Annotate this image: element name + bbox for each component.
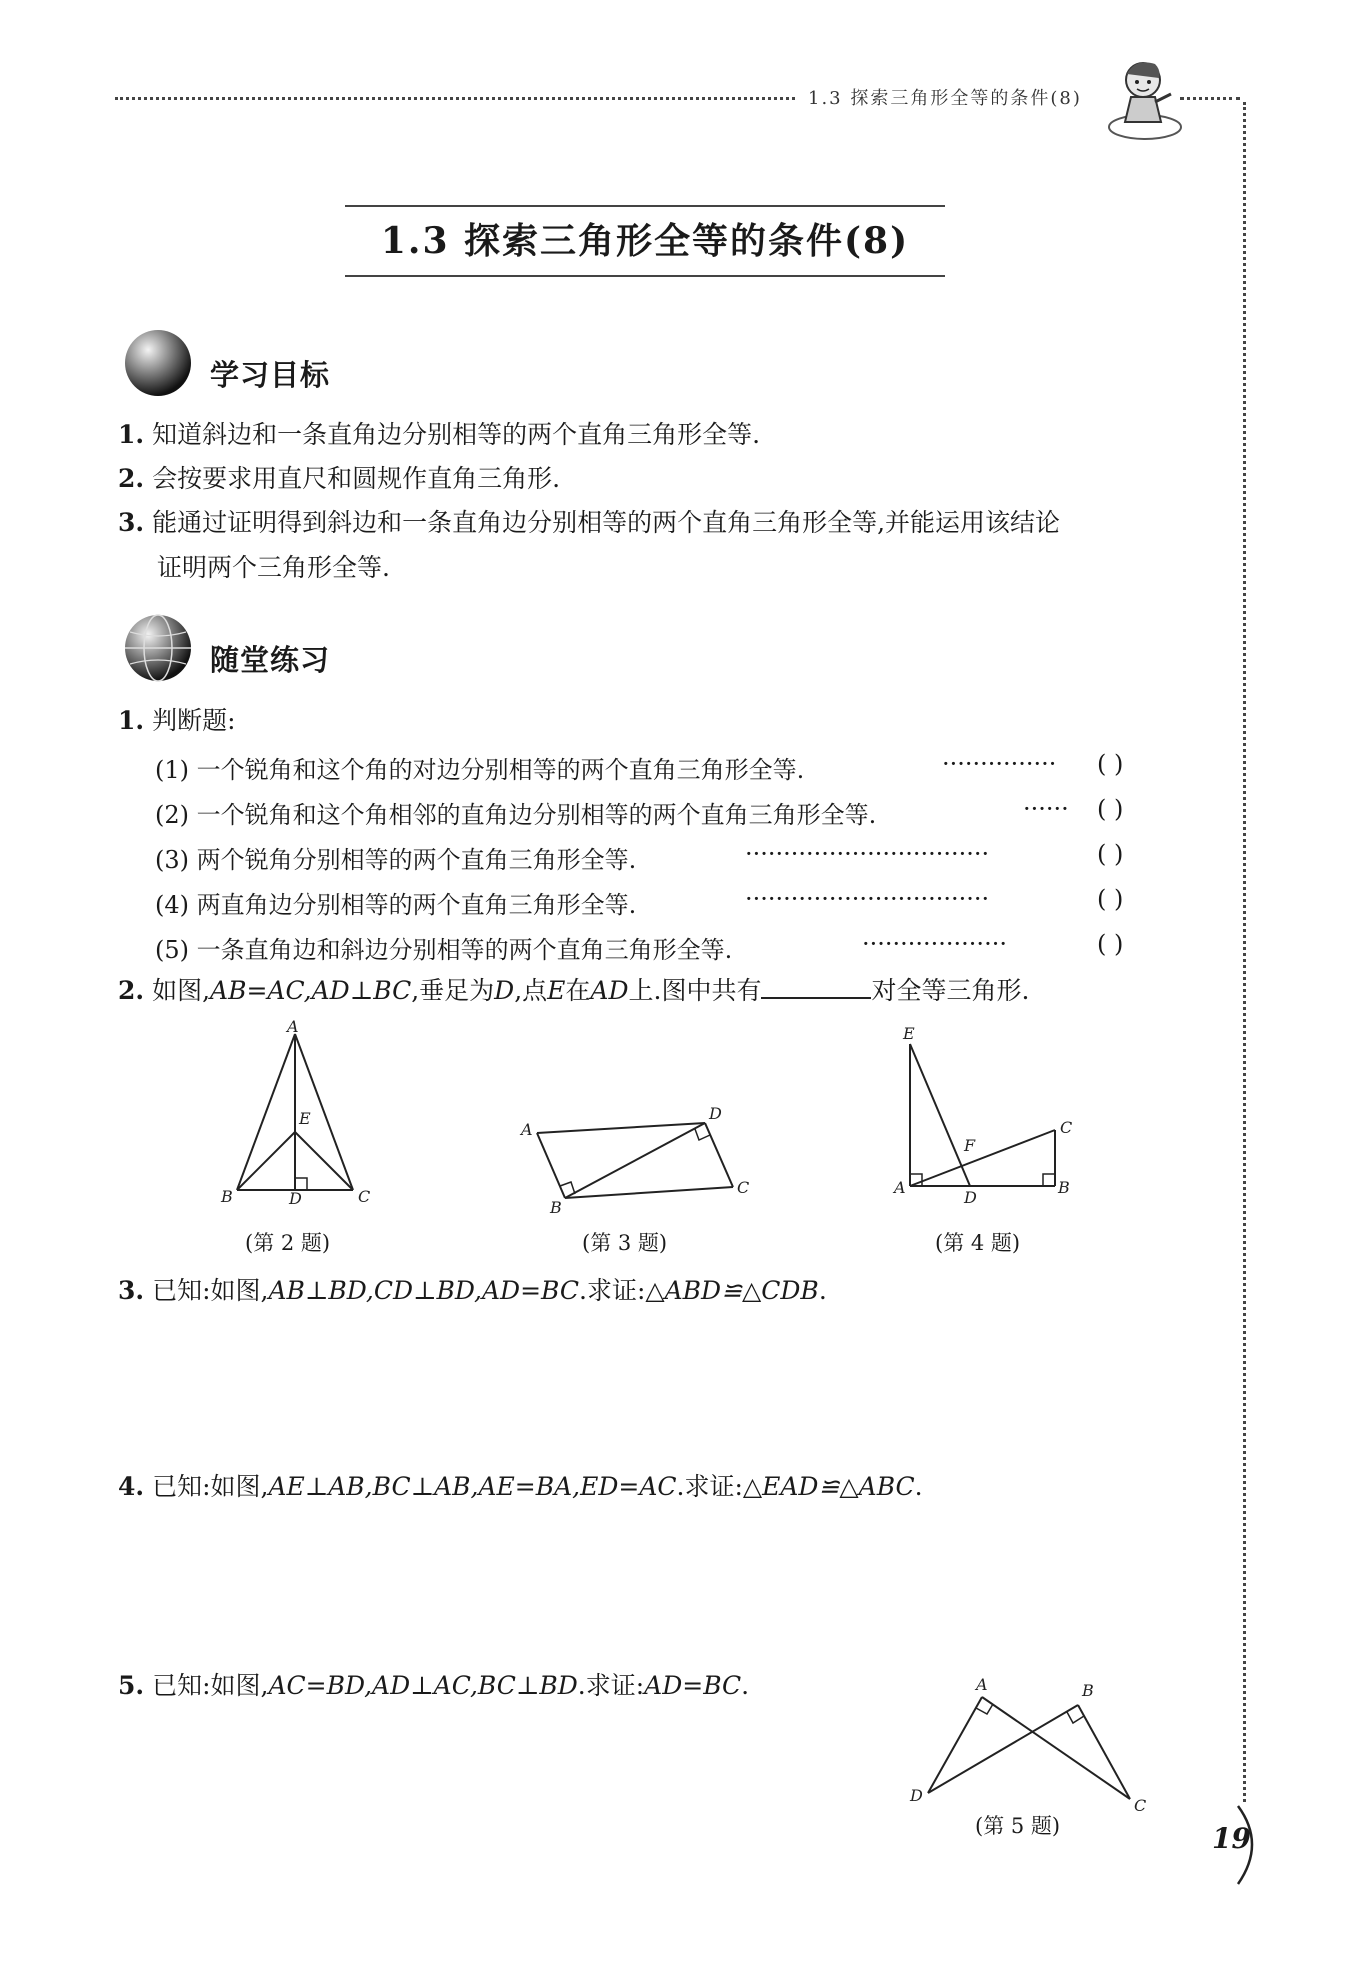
figure-4-caption: (第 4 题) [935,1231,1021,1255]
question-2: 2. 如图,AB=AC,AD⊥BC,垂足为D,点E在AD上.图中共有 对全等三角形. [118,976,1030,1005]
judge-item-text: (4) 两直角边分别相等的两个直角三角形全等. [155,891,637,919]
svg-text:D: D [289,1189,302,1208]
svg-text:E: E [299,1109,311,1128]
page-number: 19 [1212,1822,1251,1855]
svg-text:B: B [550,1198,562,1217]
svg-text:F: F [964,1136,976,1155]
figure-5-caption: (第 5 题) [975,1814,1061,1838]
svg-text:C: C [1060,1118,1073,1137]
objective-item: 3. 能通过证明得到斜边和一条直角边分别相等的两个直角三角形全等,并能运用该结论 [118,508,1061,537]
judge-item-text: (5) 一条直角边和斜边分别相等的两个直角三角形全等. [155,936,733,964]
answer-paren[interactable]: ( ) [1097,930,1124,958]
practice-heading: 随堂练习 [210,643,331,677]
judge-item-text: (1) 一个锐角和这个角的对边分别相等的两个直角三角形全等. [155,756,805,784]
answer-paren[interactable]: ( ) [1097,885,1124,913]
mascot-icon [1105,52,1185,142]
svg-text:C: C [358,1187,371,1206]
judge-item-dots: ································ [745,885,990,913]
question-3: 3. 已知:如图,AB⊥BD,CD⊥BD,AD=BC.求证:△ABD≌△CDB. [118,1276,827,1305]
svg-text:C: C [1134,1796,1147,1815]
figure-5 [900,1675,1160,1815]
header-rule-left [115,97,795,100]
svg-text:E: E [903,1024,915,1043]
page-title: 1.3 探索三角形全等的条件(8) [380,220,910,262]
running-title: 1.3 探索三角形全等的条件(8) [808,88,1082,109]
globe-icon [118,610,198,690]
question-1: 1. 判断题: [118,706,236,735]
answer-paren[interactable]: ( ) [1097,840,1124,868]
svg-text:D: D [964,1188,977,1207]
question-4: 4. 已知:如图,AE⊥AB,BC⊥AB,AE=BA,ED=AC.求证:△EAD≌△ABC. [118,1472,923,1501]
svg-text:B: B [1082,1681,1094,1700]
figure-3-caption: (第 3 题) [582,1231,668,1255]
svg-text:A: A [894,1178,906,1197]
answer-paren[interactable]: ( ) [1097,750,1124,778]
svg-text:A: A [521,1120,533,1139]
svg-text:A: A [976,1675,988,1694]
objective-item: 2. 会按要求用直尺和圆规作直角三角形. [118,464,561,493]
judge-item-text: (2) 一个锐角和这个角相邻的直角边分别相等的两个直角三角形全等. [155,801,877,829]
judge-item-text: (3) 两个锐角分别相等的两个直角三角形全等. [155,846,637,874]
page-edge-rule [1243,102,1246,1802]
answer-blank[interactable] [761,975,871,999]
svg-text:D: D [910,1786,923,1805]
judge-item-dots: ··············· [942,750,1057,778]
sphere-icon [118,325,198,405]
answer-paren[interactable]: ( ) [1097,795,1124,823]
figure-2-caption: (第 2 题) [245,1231,331,1255]
objective-item-continued: 证明两个三角形全等. [157,553,390,582]
svg-text:D: D [709,1104,722,1123]
judge-item-dots: ································ [745,840,990,868]
figure-4 [890,1022,1090,1207]
objective-item: 1. 知道斜边和一条直角边分别相等的两个直角三角形全等. [118,420,761,449]
svg-text:B: B [221,1187,233,1206]
figure-3 [515,1105,755,1215]
figure-2 [215,1017,385,1208]
svg-text:A: A [287,1017,299,1036]
question-5: 5. 已知:如图,AC=BD,AD⊥AC,BC⊥BD.求证:AD=BC. [118,1671,750,1700]
header-rule-right [1180,97,1240,100]
objectives-heading: 学习目标 [210,358,331,392]
svg-text:C: C [737,1178,750,1197]
judge-item-dots: ······ [1023,795,1069,823]
svg-text:B: B [1058,1178,1070,1197]
judge-item-dots: ··················· [862,930,1007,958]
